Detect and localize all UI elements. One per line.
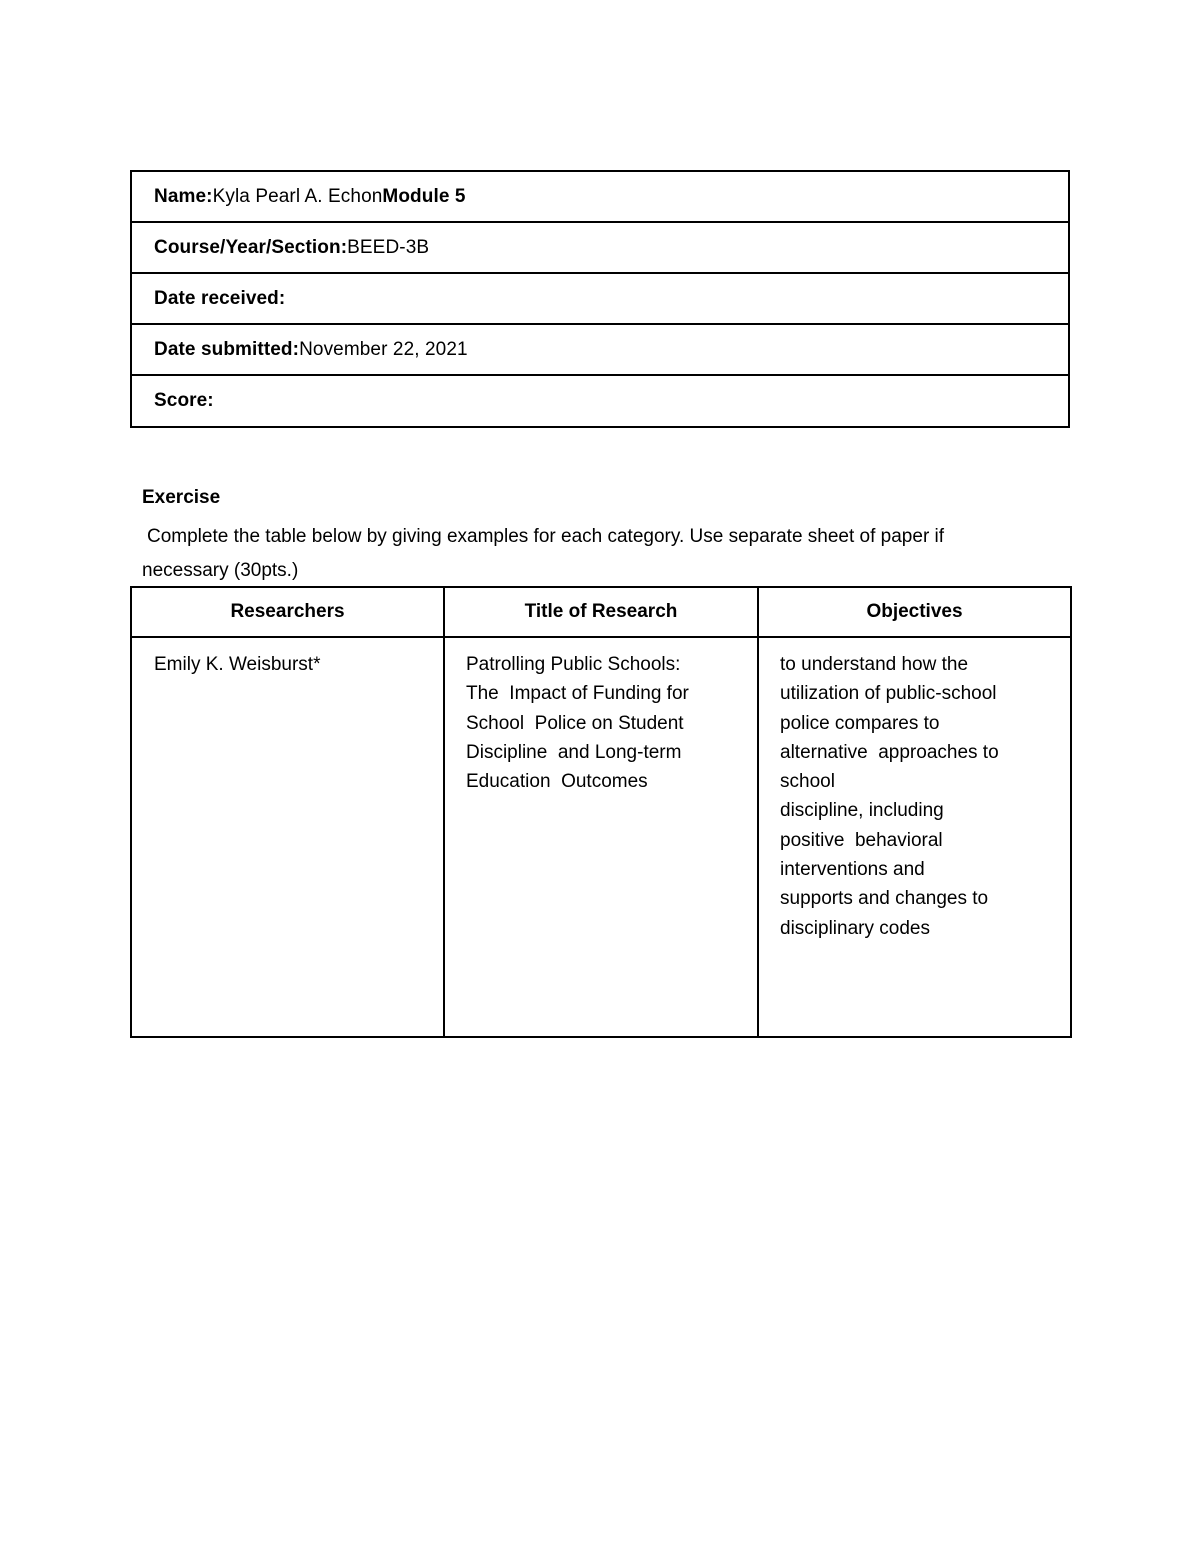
- cell-objectives: [759, 638, 1070, 1036]
- objective-line: alternative approaches to: [780, 741, 999, 763]
- cell-researchers: [132, 638, 445, 1036]
- date-received-row: [132, 274, 1068, 325]
- objective-line: positive behavioral: [780, 829, 943, 851]
- name-label: Name:: [154, 185, 213, 207]
- name-row: [132, 172, 1068, 223]
- researcher-name: Emily K. Weisburst*: [154, 654, 321, 675]
- date-submitted-value: November 22, 2021: [299, 338, 468, 360]
- date-submitted-row: [132, 325, 1068, 376]
- title-line: Discipline and Long-term: [466, 741, 682, 763]
- research-table: [130, 586, 1072, 1038]
- course-row: [132, 223, 1068, 274]
- course-label: Course/Year/Section:: [154, 236, 348, 258]
- objective-line: supports and changes to: [780, 888, 989, 910]
- module-label: Module 5: [382, 185, 466, 207]
- objective-line: discipline, including: [780, 800, 944, 822]
- header-researchers: Researchers: [132, 588, 445, 638]
- title-line: Education Outcomes: [466, 771, 648, 793]
- course-value: BEED-3B: [347, 236, 430, 258]
- title-line: The Impact of Funding for: [466, 683, 689, 705]
- score-label: Score:: [154, 390, 214, 411]
- objective-line: school: [780, 771, 835, 793]
- objective-line: police compares to: [780, 712, 940, 734]
- objective-line: utilization of public-school: [780, 683, 997, 705]
- title-line: Patrolling Public Schools:: [466, 654, 681, 675]
- name-value: Kyla Pearl A. Echon: [212, 185, 383, 207]
- header-objectives: Objectives: [759, 588, 1070, 638]
- objective-line: to understand how the: [780, 654, 969, 675]
- date-received-label: Date received:: [154, 287, 286, 309]
- objective-line: disciplinary codes: [780, 917, 930, 939]
- cell-title: [445, 638, 759, 1036]
- header-title-of-research: Title of Research: [445, 588, 759, 638]
- title-line: School Police on Student: [466, 712, 684, 734]
- objective-line: interventions and: [780, 859, 925, 881]
- exercise-title: Exercise: [142, 487, 221, 508]
- student-info-table: [130, 170, 1070, 428]
- exercise-instructions: Complete the table below by giving examples for each category. Use separate sheet of paper if necessary (30pts.): [142, 526, 945, 581]
- score-row: [132, 376, 1068, 426]
- date-submitted-label: Date submitted:: [154, 338, 300, 360]
